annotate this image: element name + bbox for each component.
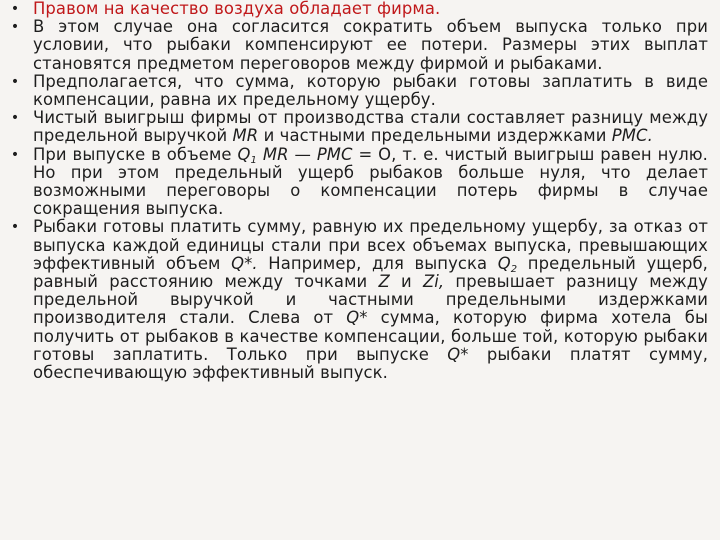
- bullet-text: [33, 17, 708, 72]
- bullet-text: [33, 108, 708, 145]
- text-segment: —: [288, 144, 317, 164]
- bullet-item: [8, 109, 708, 145]
- text-segment: Чистый выигрыш фирмы от производства стали составляет разницу между предельной выручкой: [33, 108, 708, 146]
- text-segment: и: [389, 272, 423, 292]
- italic-text: MR: [232, 126, 259, 146]
- bullet-item: [8, 18, 708, 73]
- italic-text: Q*: [346, 308, 368, 328]
- italic-text: Q*.: [231, 253, 258, 273]
- italic-text: РМС.: [611, 126, 653, 146]
- text-segment: В этом случае она согласится сократить объем выпуска только при условии, что рыбаки компенсируют ее потери. Размеры этих выплат становятся предметом переговоров между фирмой и рыбаками.: [33, 17, 708, 73]
- bullet-dot-icon: •: [10, 73, 20, 90]
- italic-text: Q: [497, 253, 511, 273]
- bullet-text: [33, 72, 708, 109]
- bullet-item: [8, 218, 708, 382]
- bullet-item: [8, 73, 708, 109]
- bullet-dot-icon: •: [10, 19, 20, 36]
- bullet-text: [33, 217, 708, 382]
- bullet-dot-icon: •: [10, 146, 20, 163]
- bullet-item: [8, 0, 708, 18]
- bullet-text: [33, 0, 440, 18]
- text-segment: При выпуске в объеме: [33, 144, 238, 164]
- bullet-item: [8, 146, 708, 219]
- text-segment: Предполагается, что сумма, которую рыбаки готовы заплатить в виде компенсации, равна их предельному ущербу.: [33, 71, 708, 110]
- bullet-dot-icon: •: [10, 1, 20, 17]
- text-segment: Рыбаки готовы платить сумму, равную их предельному ущербу, за отказ от выпуска каждой единицы стали при всех объемах выпуска, превышающих эффективный объем: [33, 217, 708, 273]
- text-segment: сумма, которую фирма хотела бы получить от рыбаков в качестве компенсации, больше той, которую рыбаки готовы заплатить. Только при выпуске: [33, 308, 708, 364]
- text-segment: и частными предельными издержками: [258, 126, 612, 146]
- subscript-text: 2: [510, 263, 518, 275]
- text-segment: предельный ущерб, равный расстоянию между точками: [33, 253, 708, 292]
- bullet-dot-icon: •: [10, 110, 20, 127]
- text-segment: = О, т. е. чистый выигрыш равен нулю. Но при этом предельный ущерб рыбаков больше нуля, что делает возможными переговоры о компенсации потерь фирмы в случае сокращения выпуска.: [33, 144, 708, 219]
- bullet-text: [33, 145, 708, 219]
- text-segment: превышает разницу между предельной выручкой и частными предельными издержками производителя стали. Слева от: [33, 272, 708, 328]
- bullet-list: [8, 0, 708, 382]
- italic-text: Z: [378, 272, 390, 292]
- text-segment: Например, для выпуска: [257, 253, 498, 273]
- italic-text: Q*: [447, 344, 469, 364]
- subscript-text: 1: [250, 154, 257, 166]
- text-segment: Правом на качество воздуха обладает фирма.: [33, 0, 441, 18]
- bullet-dot-icon: •: [10, 219, 20, 236]
- italic-text: Q: [237, 144, 251, 164]
- italic-text: Zi,: [422, 272, 445, 292]
- text-segment: рыбаки платят сумму, обеспечивающую эффективный выпуск.: [33, 344, 708, 383]
- italic-text: MR: [262, 144, 289, 164]
- italic-text: РМС: [316, 144, 353, 164]
